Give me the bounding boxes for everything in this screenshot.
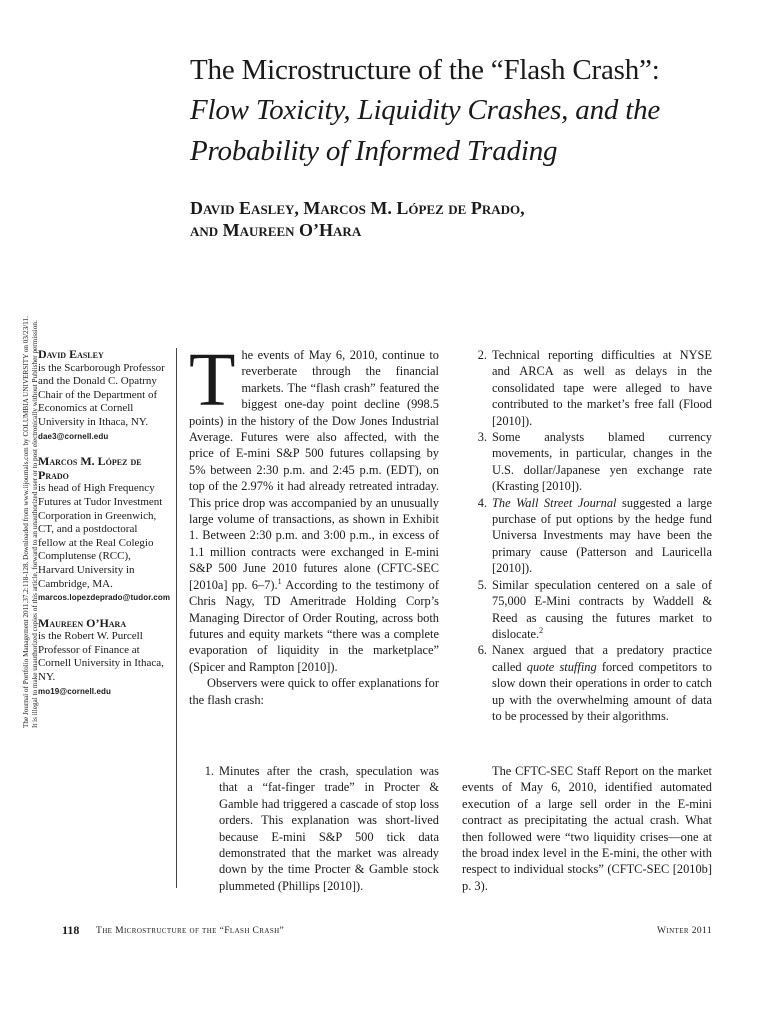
subtitle-line-1: Flow Toxicity, Liquidity Crashes, and the	[190, 94, 661, 126]
author-list	[190, 197, 750, 241]
bio-email[interactable]: marcos.lopezdeprado@tudor.com	[38, 593, 171, 603]
download-notice-line-1: The Journal of Portfolio Management 2011.37.2:118-128. Downloaded from www.iijournals.com by COLUMBIA UNIVERSITY on 03/23/11.	[22, 316, 30, 728]
list-text-a: Nanex argued that a predatory practice called	[492, 643, 712, 674]
publication-name: The Wall Street Journal	[492, 495, 617, 510]
list-text-main: Similar speculation centered on a sale of 75,000 E-Mini contracts by Waddell & Reed as causing the futures market to dislocate.	[492, 577, 712, 641]
body-column-2-paragraph	[462, 763, 712, 894]
intro-text-a: he events of May 6, 2010, continue to reverberate through the financial markets. The “flash crash” featured the biggest one-day point decline (998.5 points) in the history of the Dow Jones Industrial Average. Futures were also affected, with the price of E-mini S&P 500 futures collapsing by 5% between 2:30 p.m. and 2:45 p.m. (EDT), on top of the 2.97% it had already retreated intraday. This price drop was accompanied by an unusually large volume of transactions, as shown in Exhibit 1. Between 2:30 p.m. and 3:00 p.m., in excess of 1.1 million contracts were exchanged in E-mini S&P 500 June 2010 futures alone (CFTC-SEC [2010a] pp. 6–7).	[189, 348, 439, 592]
explanation-list-left	[189, 763, 439, 894]
observers-paragraph: Observers were quick to offer explanations for the flash crash:	[189, 676, 439, 707]
running-title: The Microstructure of the “Flash Crash”	[96, 926, 285, 936]
list-number: 1.	[204, 764, 214, 778]
subtitle-line-2: Probability of Informed Trading	[190, 135, 558, 167]
bio-text: is the Robert W. Purcell Professor of Finance at Cornell University in Ithaca, NY.	[38, 630, 164, 684]
list-number: 3.	[477, 430, 487, 445]
list-text: Technical reporting difficulties at NYSE and ARCA as well as delays in the consolidated tape were alleged to have contributed to the market’s free fall (Flood [2010]).	[492, 348, 712, 428]
bio-email[interactable]: dae3@cornell.edu	[38, 431, 109, 441]
cftc-paragraph: The CFTC-SEC Staff Report on the market events of May 6, 2010, identified automated execution of a large sell order in the E-mini contract as precipitating the actual crash. What then followed were “two liquidity crises—one at the broad index level in the E-mini, the other with respect to individual stocks” (CFTC-SEC [2010b] p. 3).	[462, 764, 712, 893]
list-number: 5.	[477, 577, 487, 592]
drop-cap: T	[189, 338, 236, 422]
list-item	[462, 347, 712, 429]
article-title	[190, 50, 750, 172]
bio-email[interactable]: mo19@cornell.edu	[38, 686, 111, 696]
author-bios	[38, 347, 171, 710]
list-text: Some analysts blamed currency movements, in particular, changes in the U.S. dollar/Japanese yen exchange rate (Krasting [2010]).	[492, 430, 712, 494]
author-bio	[38, 454, 171, 605]
term-quote-stuffing: quote stuffing	[526, 659, 597, 674]
bio-name: Maureen O’Hara	[38, 615, 127, 630]
intro-paragraph	[189, 338, 439, 675]
bio-text: is the Scarborough Professor and the Donald C. Opatrny Chair of the Department of Economics at Cornell University in Ithaca, NY.	[38, 361, 165, 428]
list-item	[462, 429, 712, 495]
body-column-1	[189, 338, 439, 708]
list-text: Minutes after the crash, speculation was that a “fat-finger trade” in Procter & Gamble had triggered a cascade of stop loss orders. This explanation was short-lived because E-mini S&P 500 tick data demonstrated that the market was already down by the time Procter & Gamble stock plummeted (Phillips [2010]).	[219, 764, 439, 893]
list-text-rest: suggested a large purchase of put options by the hedge fund Universa Investments may have been the primary cause (Patterson and Lauricella [2010]).	[492, 495, 712, 576]
list-text-b: forced competitors to slow down their operations in order to catch up with the overwhelming amount of data to be processed by their algorithms.	[492, 659, 712, 723]
intro-text-b: According to the testimony of Chris Nagy, TD Ameritrade Holding Corp’s Managing Director of Order Routing, across both futures and equity markets “there was a complete evaporation of liquidity in the marketplace” (Spicer and Rampton [2010]).	[189, 577, 439, 674]
explanation-list-right	[462, 347, 712, 724]
author-bio	[38, 348, 168, 443]
list-number: 2.	[477, 348, 487, 362]
author-bio	[38, 617, 168, 699]
page-footer	[62, 923, 712, 942]
author-line-2: and Maureen O’Hara	[190, 220, 362, 240]
list-item	[462, 577, 712, 643]
author-line-1: David Easley, Marcos M. López de Prado,	[190, 198, 525, 218]
list-number: 4.	[477, 495, 487, 510]
list-item	[462, 642, 712, 724]
list-item	[462, 495, 712, 577]
list-text	[492, 577, 712, 643]
bio-name: David Easley	[38, 347, 104, 361]
page-number: 118	[62, 923, 80, 937]
list-text	[492, 642, 712, 724]
list-text	[492, 495, 712, 577]
bio-name: Marcos M. López de Prado	[38, 454, 142, 482]
footnote-ref-1[interactable]: 1	[277, 576, 282, 586]
bio-text: is head of High Frequency Futures at Tudor Investment Corporation in Greenwich, CT, and a postdoctoral fellow at the Real Colegio Complutense (RCC), Harvard University in Cambridge, MA.	[38, 482, 163, 590]
footnote-ref-2[interactable]: 2	[539, 625, 544, 635]
title-line: The Microstructure of the “Flash Crash”:	[190, 54, 660, 86]
column-rule	[176, 348, 177, 888]
issue-season: Winter 2011	[657, 926, 712, 936]
list-item	[189, 763, 439, 894]
download-notice-line-2: It is illegal to make unauthorized copies of this article, forward to an unauthorized user or to post electronically without Publisher permission.	[31, 320, 39, 728]
list-number: 6.	[477, 643, 487, 658]
